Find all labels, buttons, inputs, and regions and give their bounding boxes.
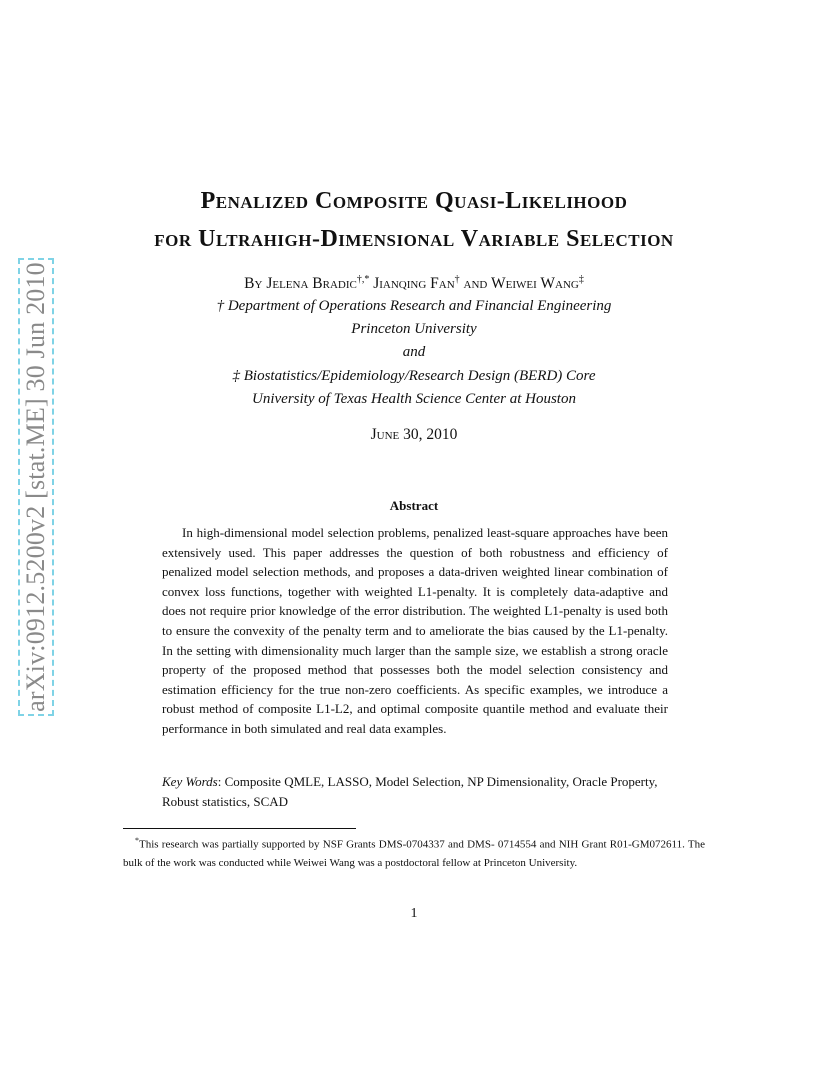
abstract-heading: Abstract [389,498,439,513]
author-name: Jelena Bradic [266,275,357,293]
footnote-text: This research was partially supported by NSF Grants DMS-0704337 and DMS- 0714554 and NIH Grant R01-GM072611. The bulk of the work was conducted while Weiwei Wang was a postdoctoral fellow at Princeton University. [123,838,705,870]
keywords-text: Composite QMLE, LASSO, Model Selection, NP Dimensionality, Oracle Property, Robust statistics, SCAD [162,774,658,809]
footnote-rule [123,828,356,829]
author-affil-mark: † [454,274,460,285]
author-affil-mark: ‡ [578,274,584,285]
footnote [123,832,705,873]
arxiv-identifier: arXiv:0912.5200v2 [stat.ME] 30 Jun 2010 [21,262,50,712]
author-line [100,274,728,293]
paper-title-line-1: Penalized Composite Quasi-Likelihood [200,188,628,214]
affiliation-line: University of Texas Health Science Center at Houston [252,391,576,407]
abstract-text: In high-dimensional model selection problems, penalized least-square approaches have been extensively used. This paper addresses the question of both robustness and efficiency of penalized model selection methods, and proposes a data-driven weighted linear combination of convex loss functions, together with weighted L1-penalty. It is completely data-adaptive and does not require prior knowledge of the error distribution. The weighted L1-penalty is used both to ensure the convexity of the penalty term and to ameliorate the bias caused by the L1-penalty. In the setting with dimensionality much larger than the sample size, we establish a strong oracle property of the proposed method that possesses both the model selection consistency and estimation efficiency for the true non-zero coefficients. As specific examples, we introduce a robust method of composite L1-L2, and optimal composite quantile method and evaluate their performance in both simulated and real data examples. [162,525,668,736]
paper-date: June 30, 2010 [370,426,458,443]
affiliation-line: Princeton University [351,321,477,337]
paper-title-line-2: for Ultrahigh-Dimensional Variable Selection [154,226,674,252]
author-affil-mark: †,* [356,274,370,285]
by-word: By [244,275,263,293]
affiliation-line: ‡ Biostatistics/Epidemiology/Research Design (BERD) Core [232,368,596,384]
and-word: and [463,275,488,293]
page-number: 1 [410,906,418,921]
author-name: Weiwei Wang [491,275,579,293]
keywords-label: Key Words [162,774,218,789]
author-name: Jianqing Fan [373,275,455,293]
affiliation-and: and [402,344,426,360]
footnote-mark: * [135,836,139,845]
keywords: Key Words: Composite QMLE, LASSO, Model Selection, NP Dimensionality, Oracle Property, Robust statistics, SCAD [162,774,658,809]
affiliation-line: † Department of Operations Research and Financial Engineering [216,298,612,314]
